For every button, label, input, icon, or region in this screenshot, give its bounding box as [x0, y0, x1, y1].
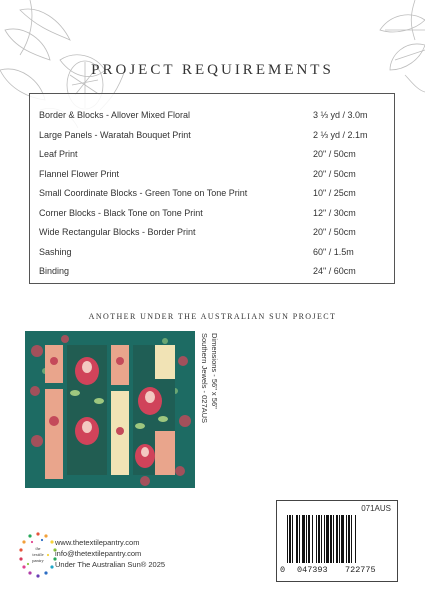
page-title: PROJECT REQUIREMENTS — [91, 62, 334, 78]
requirement-quantity: 10" / 25cm — [313, 188, 356, 198]
barcode-digit-group: 0 — [280, 565, 286, 575]
requirement-item: Small Coordinate Blocks - Green Tone on Tone Print — [39, 188, 248, 198]
requirement-row — [39, 227, 384, 243]
requirement-quantity: 24" / 60cm — [313, 266, 356, 276]
product-code: 071AUS — [361, 504, 391, 513]
requirement-quantity: 60" / 1.5m — [313, 246, 354, 257]
barcode-digit-group: 722775 — [345, 565, 376, 575]
requirement-quantity: 20" / 50cm — [313, 227, 356, 237]
logo-text-line: textile — [32, 552, 44, 557]
requirement-quantity: 20" / 50cm — [313, 149, 356, 159]
website-text: www.thetextilepantry.com — [55, 538, 140, 547]
requirement-quantity: 20" / 50cm — [313, 168, 356, 179]
requirement-row — [39, 149, 384, 165]
email-text: info@thetextilepantry.com — [55, 549, 142, 558]
requirement-row — [39, 188, 384, 204]
requirement-item: Border & Blocks - Allover Mixed Floral — [39, 110, 191, 120]
project-subtitle: ANOTHER UNDER THE AUSTRALIAN SUN PROJECT — [88, 312, 337, 321]
barcode-digit-group: 047393 — [297, 565, 328, 575]
quilt-dimensions: Dimensions - 56" x 56" — [210, 333, 219, 409]
logo-text-line: the — [35, 546, 41, 551]
requirement-row — [39, 208, 384, 224]
requirement-quantity: 12" / 30cm — [313, 207, 356, 218]
requirement-item: Leaf Print — [39, 149, 78, 159]
barcode-panel — [276, 500, 398, 582]
requirement-item: Wide Rectangular Blocks - Border Print — [39, 227, 196, 237]
requirement-row — [39, 130, 384, 146]
barcode-bars — [287, 515, 391, 565]
quilt-name: Southern Jewels - 027AUS — [200, 333, 209, 424]
requirement-quantity: 3 ⅓ yd / 3.0m — [313, 110, 368, 120]
logo-text-line: pantry — [32, 558, 44, 563]
quilt-caption — [198, 333, 220, 424]
requirement-item: Flannel Flower Print — [39, 168, 120, 179]
requirement-row — [39, 169, 384, 185]
requirement-row — [39, 266, 384, 282]
requirement-quantity: 2 ⅓ yd / 2.1m — [313, 129, 368, 140]
requirement-item: Sashing — [39, 246, 72, 257]
copyright-text: Under The Australian Sun® 2025 — [55, 560, 166, 569]
requirement-item: Corner Blocks - Black Tone on Tone Print — [39, 207, 203, 218]
quilt-image — [25, 331, 195, 488]
requirement-item: Large Panels - Waratah Bouquet Print — [39, 129, 191, 140]
requirements-table — [29, 93, 395, 284]
requirement-row — [39, 247, 384, 263]
floral-illustration-right — [355, 0, 425, 95]
textile-pantry-logo — [18, 530, 58, 582]
requirement-item: Binding — [39, 266, 70, 276]
requirement-row — [39, 110, 384, 126]
